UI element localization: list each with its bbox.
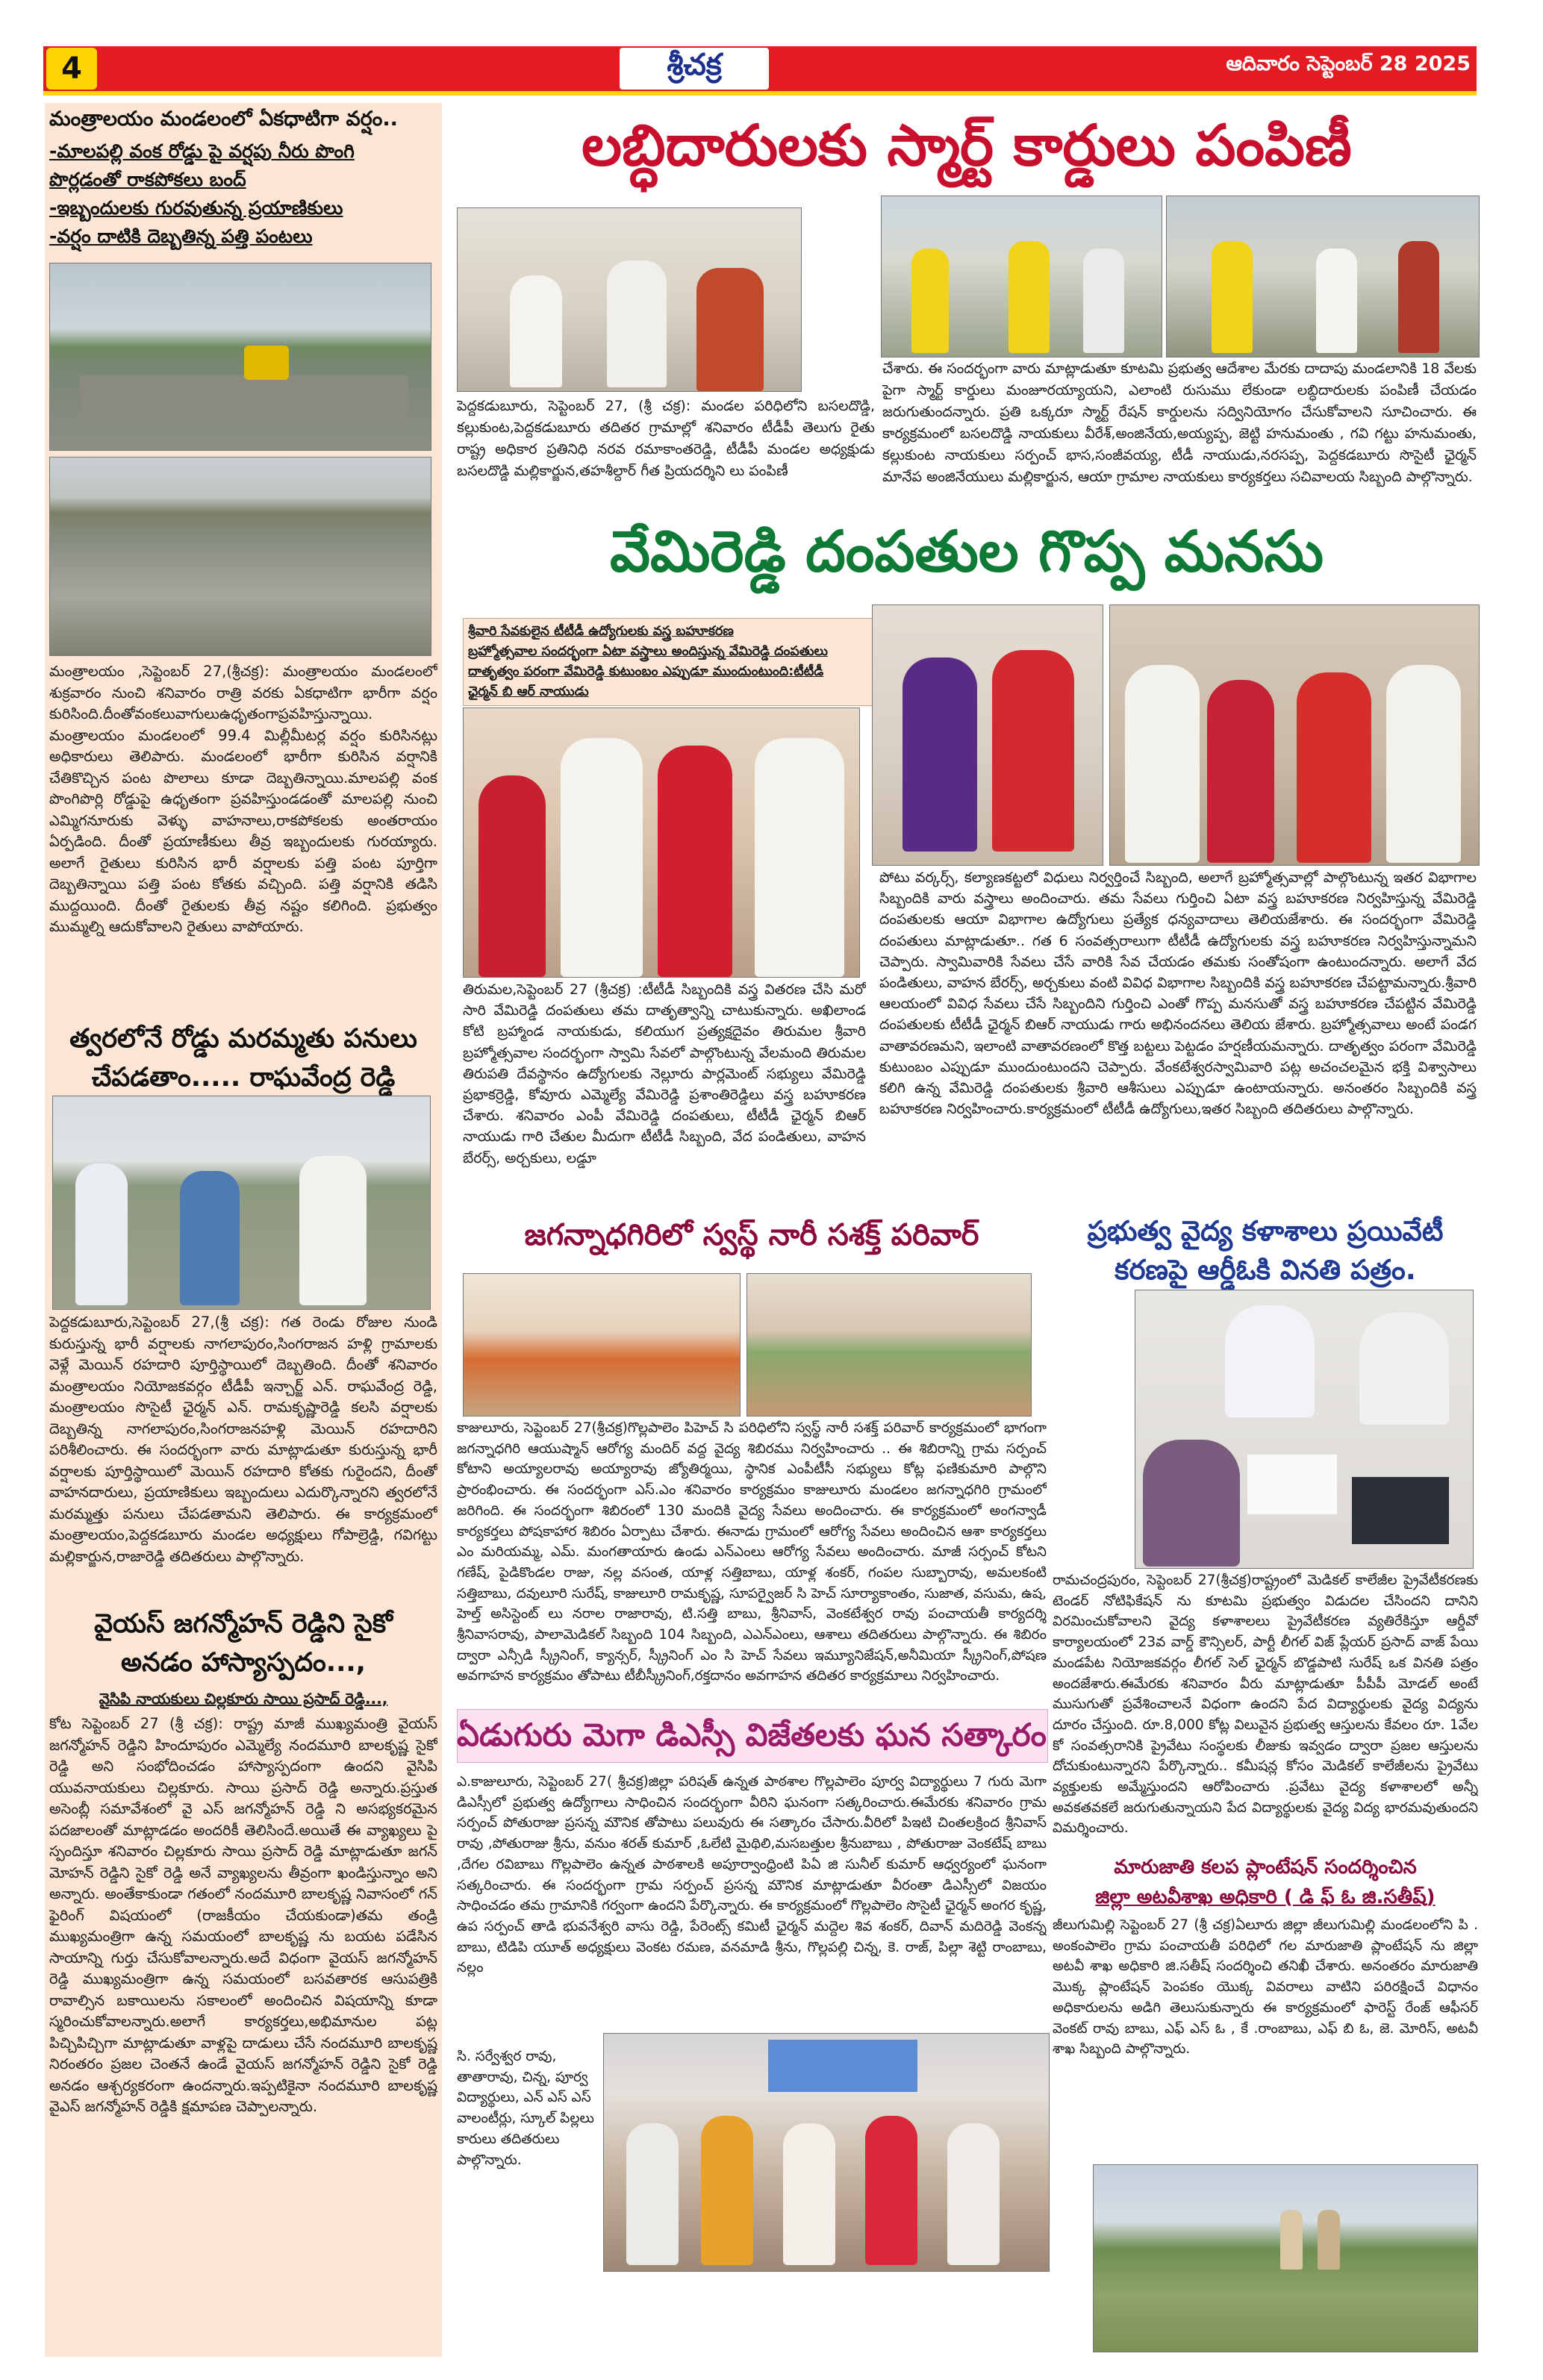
story2-body: పెద్దకడుబూరు,సెప్టెంబర్ 27,(శ్రీ చక్ర): గత రెండు రోజుల నుండి కురుస్తున్న భారీ వర్షాలకు నాగలాపురం,సింగరాజన హళ్లి గ్రామాలకు వెళ్లే మెయిన్ రహదారి పూర్తిస్థాయిలో దెబ్బతింది. దీంతో శనివారం మంత్రాలయం నియోజకవర్గం టీడీపీ ఇన్చార్జ్ ఎన్. రాఘవేంద్ర రెడ్డి, మంత్రాలయం సొసైటీ ఛైర్మన్ ఎన్. రామకృష్ణారెడ్డి కలసి వర్షాలకు దెబ్బతిన్న నాగలాపురం,సింగరాజనహళ్లి మెయిన్ రహదారిని పరిశీలించారు. ఈ సందర్భంగా వారు మాట్లాడుతూ కురుస్తున్న భారీ వర్షాలకు పూర్తిస్థాయిలో మెయిన్ రహదారి కోతకు గురైందని, దీంతో వాహనదారులు, ప్రయాణికులు ఇబ్బందులు ఎదుర్కొన్నారని త్వరలోనే మరమ్మత్తు పనులు చేపడతామని తెలిపారు. ఈ కార్యక్రమంలో మంత్రాలయం,పెద్దకడబూరు మండల అధ్యక్షులు గోపాల్రెడ్డి, గవిగట్టు మల్లికార్జున,రాజారెడ్డి తదితరులు పాల్గొన్నారు.	[49, 1314, 437, 1565]
story2-headline	[49, 1019, 437, 1097]
flood-photo-top	[49, 263, 431, 451]
plantation-headline-line: మారుజాతి కలప ప్లాంటేషన్ సందర్శించిన	[1114, 1856, 1417, 1878]
person	[1280, 2210, 1303, 2270]
person	[1143, 1440, 1240, 1567]
person	[607, 260, 667, 387]
flood-photo-bottom	[49, 457, 431, 656]
vemireddy-photo-main	[463, 708, 860, 978]
dsc-body-top: ఎ.కాజులూరు, సెప్టెంబర్ 27( శ్రీచక్ర)జిల్లా పరిషత్ ఉన్నత పాఠశాల గొల్లపాలెం పూర్వ విద్యార్థులు 7 గురు మెగా డిఎస్సీలో ప్రభుత్వ ఉద్యోగాలు సాధించిన సందర్భంగా వీరిని ఘనంగా సత్కరించారు.ఈమేరకు శనివారం గ్రామ సర్పంచ్ పోతురాజు ప్రసన్న మౌనిక తోపాటు పలువురు ఈ సత్కారం చేసారు.వీరిలో పిఇటి చింతలక్రింద శ్రీనివాస్ రావు ,పోతురాజు శ్రీను, వనుం శరత్ కుమార్ ,ఓలేటి మైథిలి,మసబత్తుల శ్రీనుబాబు , పోతురాజు వెంకటేష్ బాబు ,దేగల రవిబాబు గొల్లపాలెం ఉన్నత పాఠశాలకి అపూర్వాంధ్రింటి పిఏ జి సునీల్ కుమార్ ఆధ్వర్యంలో ఘనంగా సత్కరించారు. ఈ సందర్భంగా గ్రామ సర్పంచ్ ప్రసన్న మౌనిక మాట్లాడుతూ వీరంతా డిఎస్సీలో విజయం సాధించడం తమ గ్రామానికి గర్వంగా ఉందని పేర్కొన్నారు. ఈ కార్యక్రమంలో గొల్లపాలెం సొసైటీ ఛైర్మన్ అంగర కృష్ణ, ఉప సర్పంచ్ తాడి భువనేశ్వరి వాసు రెడ్డి, పేరెంట్స్ కమిటీ ఛైర్మన్ మద్దెల శివ శంకర్, దివాన్ మదిరెడ్డి వెంకన్న బాబు, టిడిపి యూత్ అధ్యక్షులు వెంకట రమణ, వనమాడి శ్రీను, గొల్లపల్లి చిన్న, కె. రాజ్, పిల్లా శెట్టి రాంబాబు, నల్లం	[457, 1774, 1047, 1976]
jagannadhagiri-body: కాజులూరు, సెప్టెంబర్ 27(శ్రీచక్ర)గొల్లపాలెం పిహెచ్ సి పరిధిలోని స్వస్థ్ నారీ సశక్త్ పరివార్ కార్యక్రమంలో భాగంగా జగన్నాధగిరి ఆయుష్మాన్ ఆరోగ్య మందిర్ వద్ద వైద్య శిబిరము నిర్వహించారు .. ఈ శిబిరాన్ని గ్రామ సర్పంచ్ కోటాని అయ్యాలరావు అయ్యారావు జ్యోతిర్మయి, స్థానిక ఎంపీటీసీ సభ్యులు కోట్ల ఫణికుమారి పాల్గొని ప్రారంభించారు. ఈ సందర్భంగా ఎస్.ఎం శనివారం కార్యక్రమం కాజులూరు మండలం జగన్నాధగిరి గ్రామంలో జరిగింది. ఈ సందర్భంగా శిబిరంలో 130 మందికి వైద్య సేవలు అందించారు. ఈ కార్యక్రమంలో అంగన్వాడీ కార్యకర్తలు పోషకాహార శిబిరం ఏర్పాటు చేశారు. ఈనాడు గ్రామంలో ఆరోగ్య సేవలు అందించిన ఆశా కార్యకర్తలు ఎం మరియమ్మ, ఎమ్. మంగతాయారు ఉండు ఎన్ఎంలు ఆరోగ్య సేవలు అందించారు. మాజీ సర్పంచ్ కోటని గణేష్, పైడికొండల రాజు, నల్ల వసంత, యాళ్ల సత్తిబాబు, యాళ్ల శంకర్, గంపల సుబ్బారావు, అమలకంటి సత్తిబాబు, దవులూరి సురేష్, కాజులూరి రామకృష్ణ, సూపర్వైజర్ సి హెచ్ సూర్యాకాంతం, సుజాత, వసుమ, ఉష, హెల్త్ అసిస్టెంట్ లు నరాల రాజారావు, టి.సత్తి బాబు, శ్రీనివాస్, వెంకటేశ్వర రావు పంచాయతీ కార్యదర్శి శ్రీనివాసరావు, పాలామెడికల్ సిబ్బంది 104 సిబ్బంది, ఎఎన్ఎంలు, ఆశాలు తదితరులు పాల్గొన్నారు. ఈ శిబిరం ద్వారా ఎన్సీడి స్క్రీనింగ్, క్యాన్సర్, స్క్రీనింగ్ ఎం సి హెచ్ సేవలు ఇమ్యూనిజేషన్,అనీమియా స్క్రీనింగ్,పోషణ అవగాహన కార్యక్రమం తోపాటు టీబీస్క్రీనింగ్,రక్తదానం అవగాహన తదితర కార్యక్రమాలు నిర్వహించారు.	[457, 1420, 1047, 1684]
story3-headline	[49, 1605, 437, 1682]
cards-photo-village1	[881, 196, 1162, 357]
person	[1318, 2210, 1340, 2270]
college-headline-line: కరణపై ఆర్డీఓకి వినతి పత్రం.	[1115, 1254, 1416, 1286]
person	[299, 1156, 367, 1305]
person	[1125, 665, 1200, 863]
monitor	[1352, 1477, 1449, 1544]
plantation-headline	[1053, 1852, 1478, 1912]
page-number: 4	[61, 51, 82, 86]
story3-subheading: వైసిపి నాయకులు చిల్లకూరు సాయి ప్రసాద్ రెడ్డి...,	[99, 1690, 388, 1708]
person	[626, 2123, 679, 2265]
person	[180, 1171, 240, 1305]
kicker-line: దాతృత్వం పరంగా వేమిరెడ్డి కుటుంబం ఎప్పుడూ ముందుంటుంది:టీటీడీ	[468, 664, 824, 679]
story1-bullet: -మాలపల్లి వంక రోడ్డు పై వర్షపు నీరు పొంగి	[49, 140, 355, 162]
person	[701, 2116, 753, 2265]
vemireddy-body-right: పోటు వర్కర్స్, కల్యాణకట్టలో విధులు నిర్వర్తించే సిబ్బంది, అలాగే బ్రహ్మోత్సవాల్లో పాల్గొంటున్న ఇతర విభాగాల సిబ్బందికి వారు వస్త్రాలు అందించారు. తమ సేవలు గుర్తించి ఏటా వస్త్ర బహూకరణ నిర్వహిస్తున్న వేమిరెడ్డి దంపతులకు ఆయా విభాగాల ఉద్యోగులు ప్రత్యేక ధన్యవాదాలు తెలియజేశారు. ఈ సందర్భంగా వేమిరెడ్డి దంపతులు మాట్లాడుతూ.. గత 6 సంవత్సరాలుగా టీటీడీ ఉద్యోగులకు వస్త్ర బహూకరణ నిర్వహిస్తున్నామని చెప్పారు. స్వామివారికి సేవలు చేసే వారికి సేవ చేయడం తమకు సంతోషంగా ఉంటుందన్నారు. అలాగే వేద పండితులు, వాహన బేరర్స్, అర్చకులు వంటి వివిధ విభాగాల సిబ్బందికి వస్త్ర బహూకరణ చేపట్టామన్నారు.శ్రీవారి ఆలయంలో వివిధ సేవలు చేసే సిబ్బందిని గుర్తించి ఎంతో గొప్ప మనసుతో వస్త్ర బహూకరణ చేపట్టిన వేమిరెడ్డి దంపతులకు టీటీడీ ఛైర్మన్ బిఆర్ నాయుడు గారు అభినందనలు తెలియ జేశారు. బ్రహ్మోత్సవాలు అంటే పండగ వాతావరణమని, ఇలాంటి వాతావరణంలో కొత్త బట్టలు పెట్టడం హర్షణీయమన్నారు. దాతృత్వం పరంగా వేమిరెడ్డి కుటుంబం ఎప్పుడూ ముందుంటుందని చెప్పారు. వేంకటేశ్వరస్వామివారి పట్ల అచంచలమైన భక్తి విశ్వాసాలు కలిగి ఉన్న వేమిరెడ్డి దంపతులకు శ్రీవారి ఆశీసులు ఎప్పుడూ ఉంటాయన్నారు. అనంతరం సిబ్బందికి వస్త్ర బహూకరణ నిర్వహించారు.కార్యక్రమంలో టీటీడీ ఉద్యోగులు,ఇతర సిబ్బంది తదితరులు పాల్గొన్నారు.	[879, 869, 1477, 1118]
person	[658, 746, 732, 977]
story1-bullet: -వర్షం దాటికి దెబ్బతిన్న పత్తి పంటలు	[49, 225, 313, 247]
issue-date: ఆదివారం సెప్టెంబర్ 28 2025	[1226, 52, 1471, 75]
cards-photo-office	[457, 207, 802, 392]
auto-rickshaw	[244, 346, 289, 380]
person	[1297, 672, 1371, 863]
story3-headline-line: వైయస్ జగన్మోహన్ రెడ్డిని సైకో	[94, 1609, 393, 1639]
person	[1083, 249, 1124, 353]
road-inspection-photo	[52, 1096, 431, 1310]
plantation-body: జీలుగుమిల్లి సెప్టెంబర్ 27 (శ్రీ చక్ర)ఏలూరు జిల్లా జీలుగుమిల్లి మండలంలోని పి . అంకంపాలెం గ్రామ పంచాయతీ పరిధిలో గల మారుజాతి ప్లాంటేషన్ ను జిల్లా అటవీ శాఖ అధికారి జి.సతీష్ సందర్శించి తనిఖీ చేశారు. అనంతరం మారుజాతి మొక్క ప్లాంటేషన్ పెంపకం యొక్క వివరాలు వాటిని పరిరక్షించే విధానం అధికారులను అడిగి తెలుసుకున్నారు ఈ కార్యక్రమంలో ఫారెస్ట్ రేంజ్ ఆఫీసర్ వెంకట్ రావు బాబు, ఎఫ్ ఎస్ ఓ , కే .రాంబాబు, ఎఫ్ బి ఓ, జె. మోరిస్, అటవీ శాఖ సిబ్బంది పాల్గొన్నారు.	[1053, 1917, 1478, 2058]
person	[755, 738, 844, 977]
cards-body-right: చేశారు. ఈ సందర్భంగా వారు మాట్లాడుతూ కూటమి ప్రభుత్వ ఆదేశాల మేరకు దాదాపు మండలానికి 18 వేలకు పైగా స్మార్ట్ కార్డులు మంజూరయ్యాయని, ఎలాంటి రుసుము లేకుండా లబ్ధిదారులకు పంపిణీ చేయడం జరుగుతుందన్నారు. ప్రతి ఒక్కరూ స్మార్ట్ రేషన్ కార్డులను సద్వినియోగం చేసుకోవాలని సూచించారు. ఈ కార్యక్రమంలో బసలదొడ్డి నాయకులు వీరేశ్,అంజినేయ,అయ్యప్ప, జెట్టి హనుమంతు , గవి గట్టు హనుమంతు, కల్లుకుంట నాయకులు సర్పంచ్ భాస,సంజీవయ్య, టీడీ నాయుడు,నరసప్ప, పెద్దకడబూరు సొసైటీ ఛైర్మన్ మానేప అంజినేయులు మల్లికార్జున, ఆయా గ్రామాల నాయకులు కార్యకర్తలు సచివాలయ సిబ్బంది పాల్గొన్నారు.	[882, 360, 1477, 485]
vemireddy-photo-group	[1109, 605, 1480, 866]
story3-body: కోట సెప్టెంబర్ 27 (శ్రీ చక్ర): రాష్ట్ర మాజీ ముఖ్యమంత్రి వైయస్ జగన్మోహన్ రెడ్డిని హిందూపురం ఎమ్మెల్యే నందమూరి బాలకృష్ణ సైకో రెడ్డి అని సంభోదించడం హాస్యాస్పదంగా ఉందని వైసిపి యువనాయకులు చిల్లకూరు. సాయి ప్రసాద్ రెడ్డి అన్నారు.ప్రస్తుత అసెంబ్లీ సమావేశంలో వై ఎస్ జగన్మోహన్ రెడ్డి ని అసభ్యకరమైన పదజాలంతో మాట్లాడడం అందరికీ తెలిసిందే.అయితే ఈ వ్యాఖ్యలు పై స్పందిస్తూ శనివారం చిల్లకూరు సాయి ప్రసాద్ రెడ్డి మాట్లాడుతూ జగన్ మోహన్ రెడ్డిని సైకో రెడ్డి అనే వ్యాఖ్యలను తీవ్రంగా ఖండిస్తున్నాం అని అన్నారు. అంతేకాకుండా గతంలో నందమూరి బాలకృష్ణ నివాసంలో గన్ ఫైరింగ్ విషయంలో (రాజకీయం చేయకుండా)తమ తండ్రి ముఖ్యమంత్రిగా ఉన్న సమయంలో బాలకృష్ణ ను బయట పడేసిన సాయాన్ని గుర్తు చేసుకోవాలన్నారు.అదే విధంగా వైయస్ జగన్మోహన్ రెడ్డి ముఖ్యమంత్రిగా ఉన్న సమయంలో బసవతారక ఆసుపత్రికి రావాల్సిన బకాయిలను సకాలంలో అందించిన విషయాన్ని కూడా స్మరించుకోవాలన్నారు.అలాగే కార్యకర్తలు,అభిమానుల పట్ల పిచ్చిపిచ్చిగా మాట్లాడుతూ వాళ్లపై దాడులు చేసే నందమూరి బాలకృష్ణ నిరంతరం ప్రజల చెంతనే ఉండే వైయస్ జగన్మోహన్ రెడ్డిని సైకో రెడ్డి అనడం ఆశ్చర్యకరంగా ఉందన్నారు.ఇప్పటికైనా నందమూరి బాలకృష్ణ వైఎస్ జగన్మోహన్ రెడ్డికి క్షమాపణ చెప్పాలన్నారు.	[49, 1715, 437, 2115]
college-headline-line: ప్రభుత్వ వైద్య కళాశాలు ప్రయివేటీ	[1087, 1215, 1444, 1247]
person	[1316, 249, 1357, 353]
logo-text: శ్రీచక్ర	[667, 48, 722, 82]
person	[696, 268, 764, 391]
person	[1225, 1305, 1315, 1417]
person	[561, 738, 643, 977]
person	[865, 2116, 917, 2265]
person	[510, 275, 562, 387]
story1-bullets	[49, 137, 437, 251]
person	[783, 2123, 835, 2265]
story2-headline-line: త్వరలోనే రోడ్డు మరమ్మతు పనులు	[69, 1024, 417, 1054]
person	[1359, 1313, 1449, 1425]
vemireddy-body-left: తిరుమల,సెప్టెంబర్ 27 (శ్రీచక్ర) :టీటీడీ సిబ్బందికి వస్త్ర వితరణ చేసి మరో సారి వేమిరెడ్డి దంపతులు తమ దాతృత్వాన్ని చాటుకున్నారు. అఖిలాండ కోటి బ్రహ్మాండ నాయకుడు, కలియుగ ప్రత్యక్షదైవం తిరుమల శ్రీవారి బ్రహ్మోత్సవాల సందర్భంగా స్వామి సేవలో పాల్గొంటున్న వేలమంది తిరుమల తిరుపతి దేవస్థానం ఉద్యోగులకు నెల్లూరు పార్లమెంట్ సభ్యులు వేమిరెడ్డి ప్రభాకర్రెడ్డి, కోవూరు ఎమ్మెల్యే వేమిరెడ్డి ప్రశాంతిరెడ్డిలు వస్త్ర బహూకరణ చేశారు. శనివారం ఎంపీ వేమిరెడ్డి దంపతులు, టీటీడీ ఛైర్మన్ బిఆర్ నాయుడు గారి చేతుల మీదుగా టీటీడీ సిబ్బంది, వేద పండితులు, వాహన బేరర్స్, అర్చకులు, లడ్డూ	[463, 981, 866, 1166]
person	[903, 658, 977, 852]
college-body: రామచంద్రపురం, సెప్టెంబర్ 27(శ్రీచక్ర)రాష్ట్రంలో మెడికల్ కాలేజీల ప్రైవేటీకరణకు టెండర్ నోటిఫికేషన్ ను కూటమి ప్రభుత్వం విడుదల చేసిందని దానిని విరమించుకోవాలని వైద్య కళాశాలలు ప్రైవేటీకరణ వ్యతిరేకిస్తూ ఆర్డీవో కార్యాలయంలో 23వ వార్డ్ కౌన్సిలర్, పార్టీ లీగల్ విజ్ ప్లేయర్ ప్రసాద్ వాజ్ పేయి మండపేట నియోజకవర్గం లీగల్ సెల్ ఛైర్మన్ బొడ్డపాటి సురేష్ ఒక వినతి పత్రం అందజేశారు.ఈమేరకు శనివారం వీరు మాట్లాడుతూ పీపీపీ మోడల్ అంటే ముసుగుతో ప్రవేశించాలనే విధంగా ఉందని పేద విద్యార్థులకు వైద్య విద్యను దూరం చేస్తుంది. రూ.8,000 కోట్ల విలువైన ప్రభుత్వ ఆస్తులను కేవలం రూ. 1వేల కో సంవత్సరానికి ప్రైవేటు సంస్థలకు లీజుకు ఇవ్వడం ద్వారా ప్రజల ఆస్తులను దోచుకుంటున్నారని పేర్కొన్నారు.. కమీషన్ల కోసం మెడికల్ కాలేజీలను ప్రైవేటు వ్యక్తులకు అమ్మేస్తుందని ఆరోపించారు .ప్రవేటు వైద్య కళాశాలలో అన్నీ అవకతవకలే జరుగుతున్నాయని పేద విద్యార్థులకు వైద్య విద్య భారమవుతుందని విమర్శించారు.	[1053, 1572, 1478, 1837]
person	[1009, 241, 1050, 353]
masthead-logo	[620, 48, 769, 90]
person	[1212, 241, 1253, 353]
banner	[768, 2040, 917, 2092]
vemireddy-headline: వేమిరెడ్డి దంపతుల గొప్ప మనసు	[609, 518, 1324, 584]
kicker-line: ఛైర్మన్ బి ఆర్ నాయుడు	[468, 684, 589, 699]
person	[1398, 241, 1439, 353]
person	[75, 1164, 128, 1305]
plantation-headline-line: జిల్లా అటవీశాఖ అధికారి ( డి ఫ్ ఓ జి.సతీష్)	[1095, 1886, 1436, 1908]
kicker-line: శ్రీవారి సేవకులైన టీటీడీ ఉద్యోగులకు వస్త్ర బహూకరణ	[468, 624, 734, 639]
college-headline	[1053, 1212, 1478, 1290]
person	[911, 249, 949, 353]
person	[947, 2123, 1000, 2265]
dsc-headline: ఏడుగురు మెగా డిఎస్సీ విజేతలకు ఘన సత్కారం	[457, 1717, 1047, 1753]
person	[992, 650, 1074, 852]
petition-paper	[1247, 1455, 1337, 1514]
flood-road	[80, 375, 408, 420]
plantation-photo	[1093, 2164, 1478, 2352]
jagannadhagiri-headline: జగన్నాధగిరిలో స్వస్థ్ నారీ సశక్త్ పరివార్	[524, 1218, 979, 1252]
college-petition-photo	[1135, 1290, 1474, 1569]
dsc-body-side: సి. సర్వేశ్వర రావు, తాతారావు, చిన్న, పూర్వ విద్యార్థులు, ఎన్ ఎస్ ఎస్ వాలంటీర్లు, స్కూల్ పిల్లలు కారులు తదితరులు పాల్గొన్నారు.	[457, 2049, 594, 2168]
person	[1386, 665, 1461, 863]
person	[479, 775, 546, 977]
health-camp-photo1	[463, 1273, 741, 1417]
vemireddy-kicker	[463, 618, 876, 706]
vemireddy-photo-couple	[872, 605, 1103, 866]
cards-body-left: పెద్దకడుబూరు, సెప్టెంబర్ 27, (శ్రీ చక్ర): మండల పరిధిలోని బసలదొడ్డి, కల్లుకుంట,పెద్దకడుబూరు తదితర గ్రామాల్లో శనివారం టీడీపీ తెలుగు రైతు రాష్ట్ర అధికార ప్రతినిధి నరవ రమాకాంతరెడ్డి, టీడీపీ మండల అధ్యక్షుడు బసలదొడ్డి మల్లికార్జున,తహశీల్దార్ గీత ప్రియదర్శిని లు పంపిణీ	[457, 398, 875, 479]
story3-headline-line: అనడం హాస్యాస్పదం...,	[121, 1648, 366, 1678]
story1-title: మంత్రాలయం మండలంలో ఏకధాటిగా వర్షం..	[49, 107, 398, 131]
kicker-line: బ్రహ్మోత్సవాల సందర్భంగా ఏటా వస్త్రాలు అందిస్తున్న వేమిరెడ్డి దంపతులు	[468, 644, 828, 659]
cards-headline: లబ్ధిదారులకు స్మార్ట్ కార్డులు పంపిణీ	[582, 112, 1352, 178]
story1-bullet: -ఇబ్బందులకు గురవుతున్న ప్రయాణికులు	[49, 197, 343, 219]
story1-bullet: పొర్లడంతో రాకపోకలు బంద్	[49, 169, 246, 190]
person	[1207, 680, 1274, 863]
story1-body: మంత్రాలయం ,సెప్టెంబర్ 27,(శ్రీచక్ర): మంత్రాలయం మండలంలో శుక్రవారం నుంచి శనివారం రాత్రి వరకు ఏకధాటిగా భారీగా వర్షం కురిసింది.దీంతోవంకలువాగులుఉధృతంగాప్రవహిస్తున్నాయి. మంత్రాలయం మండలంలో 99.4 మిల్లీమీటర్ల వర్షం కురిసినట్లు అధికారులు తెలిపారు. మండలంలో భారీగా కురిసిన వర్షానికి చేతికొచ్చిన పంట పొలాలు కూడా దెబ్బతిన్నాయి.మాలపల్లి వంక పొంగిపొర్లి రోడ్డుపై ఉధృతంగా ప్రవహిస్తుండడంతో మాలపల్లి నుంచి ఎమ్మిగనూరుకు వెళ్ళు వాహనాలు,రాకపోకలకు అంతరాయం ఏర్పడింది. దీంతో ప్రయాణీకులు తీవ్ర ఇబ్బందులకు గురయ్యారు. అలాగే రైతులు కురిసిన భారీ వర్షాలకు పత్తి పంట పూర్తిగా దెబ్బతిన్నాయి పత్తి పంట కోతకు వచ్చింది. పత్తి వర్షానికి తడిసి ముద్దయింది. దీంతో రైతులకు తీవ్ర నష్టం కలిగింది. ప్రభుత్వం ముమ్మల్ని ఆదుకోవాలని రైతులు వాపోయారు.	[49, 663, 437, 935]
cards-photo-village2	[1166, 196, 1480, 357]
story2-headline-line: చేపడతాం..... రాఘవేంద్ర రెడ్డి	[91, 1063, 396, 1093]
page-number-badge	[46, 48, 97, 90]
health-camp-photo2	[746, 1273, 1032, 1417]
dsc-felicitation-photo	[603, 2033, 1050, 2272]
